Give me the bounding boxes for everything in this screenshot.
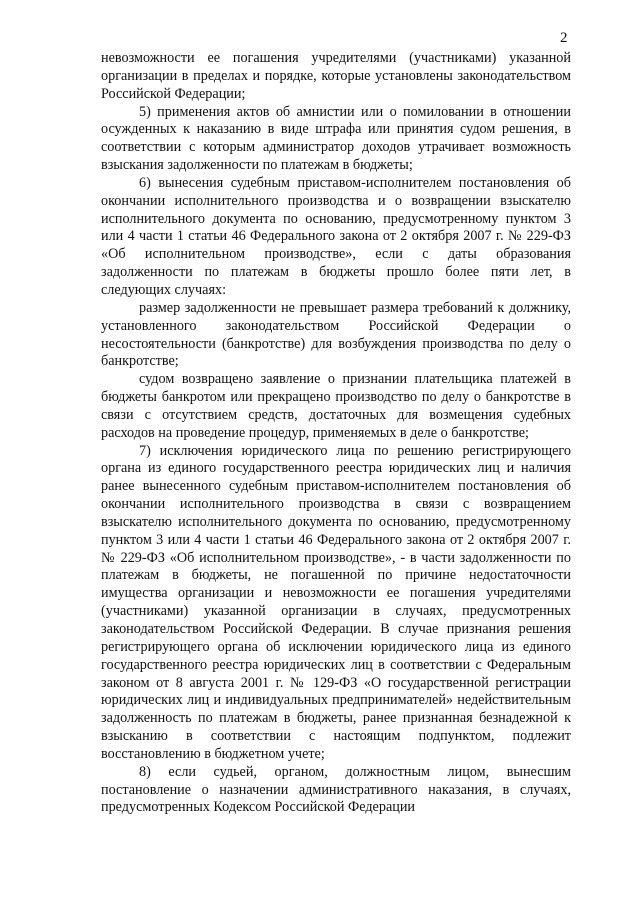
document-body [101,50,571,817]
paragraph-item-6-case-2: судом возвращено заявление о признании плательщика платежей в бюджеты банкротом или прекращено производство по делу о банкротстве в связи с отсутствием средств, достаточных для возмещения судебных расходов на проведение процедур, применяемых в деле о банкротстве; [101,371,571,441]
paragraph-item-8: 8) если судьей, органом, должностным лицом, вынесшим постановление о назначении административного наказания, в случаях, предусмотренных Кодексом Российской Федерации [101,763,571,816]
paragraph-item-5: 5) применения актов об амнистии или о помиловании в отношении осужденных к наказанию в виде штрафа или принятия судом решения, в соответствии с которым администратор доходов утрачивает возможность взыскания задолженности по платежам в бюджеты; [101,103,571,174]
paragraph-item-7: 7) исключения юридического лица по решению регистрирующего органа из единого государственного реестра юридических лиц и наличия ранее вынесенного судебным приставом-исполнителем постановления об окончании исполнительного производства в связи с возвращением взыскателю исполнительного документа по основанию, предусмотренному пунктом 3 или 4 части 1 статьи 46 Федерального закона от 2 октября 2007 г. № 229-ФЗ «Об исполнительном производстве», - в части задолженности по платежам в бюджеты, не погашенной по причине недостаточности имущества организации и невозможности ее погашения учредителями (участниками) указанной организации в случаях, предусмотренных законодательством Российской Федерации. В случае признания решения регистрирующего органа об исключении юридического лица из единого государственного реестра юридических лиц в соответствии с Федеральным законом от 8 августа 2001 г. № 129-ФЗ «О государственной регистрации юридических лиц и индивидуальных предпринимателей» недействительным задолженность по платежам в бюджеты, ранее признанная безнадежной к взысканию в соответствии с настоящим подпунктом, подлежит восстановлению в бюджетном учете; [101,442,571,762]
paragraph-item-6: 6) вынесения судебным приставом-исполнителем постановления об окончании исполнительного производства и о возвращении взыскателю исполнительного документа по основанию, предусмотренному пунктом 3 или 4 части 1 статьи 46 Федерального закона от 2 октября 2007 г. № 229-ФЗ «Об исполнительном производстве», если с даты образования задолженности по платежам в бюджеты прошло более пяти лет, в следующих случаях: [101,174,571,298]
paragraph-item-6-case-1: размер задолженности не превышает размера требований к должнику, установленного законодательством Российской Федерации о несостоятельности (банкротстве) для возбуждения производства по делу о банкротстве; [101,299,571,370]
paragraph-continuation: невозможности ее погашения учредителями (участниками) указанной организации в пределах и порядке, которые установлены законодательством Российской Федерации; [101,50,571,102]
page-number: 2 [560,30,568,46]
